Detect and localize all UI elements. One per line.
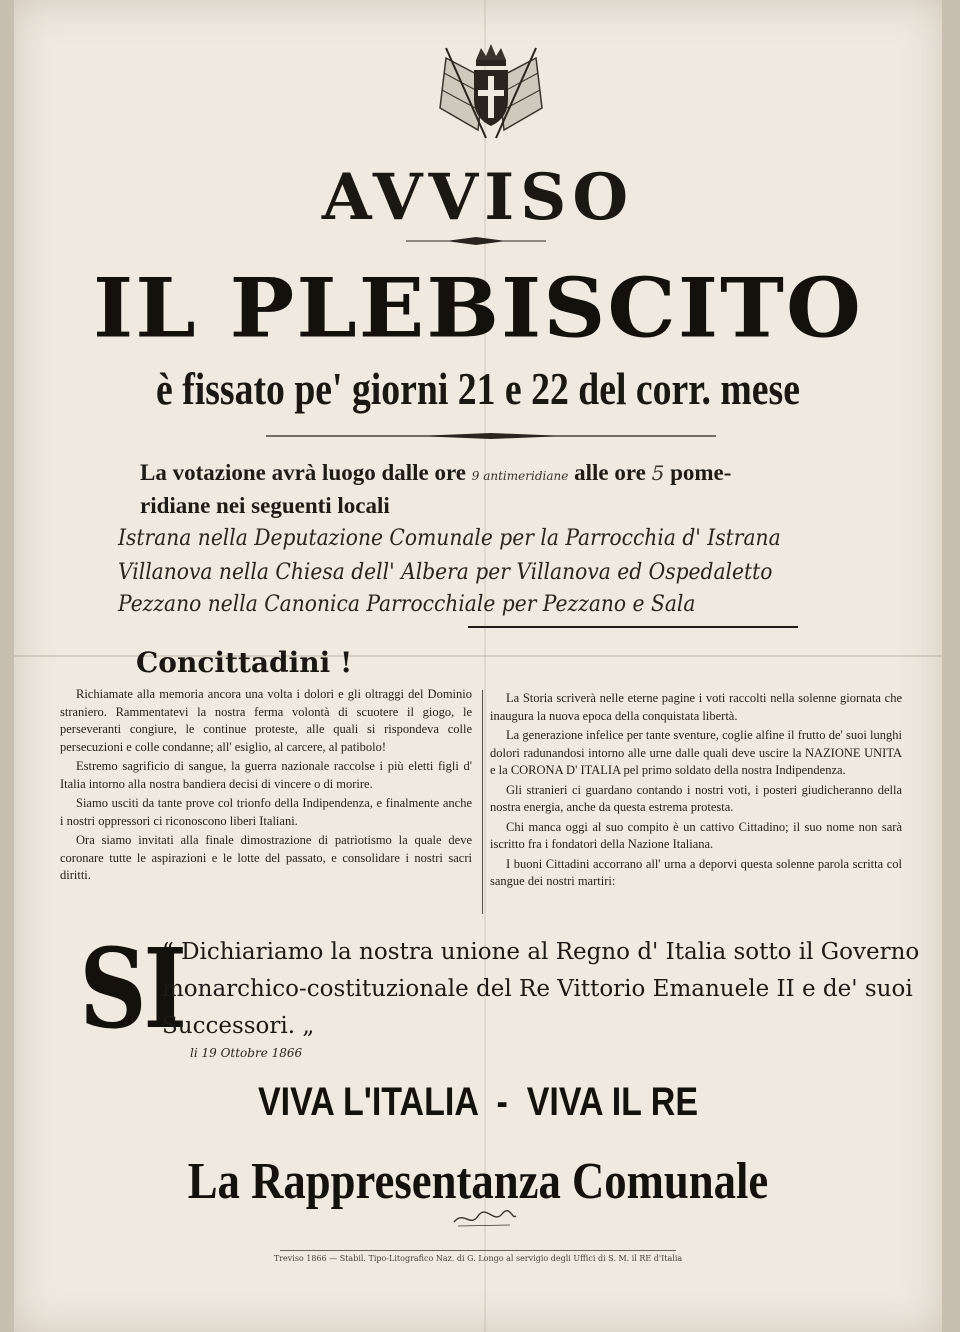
poster [14,0,942,1332]
paragraph: La generazione infelice per tante sventure, coglie alfine il frutto de' suoi lunghi dolori radunandosi intorno alle urne dalle quali deve uscire la NAZIONE UNITA e la CORONA D' ITALIA pel primo soldato della nostra Indipendenza. [490,728,902,777]
ornament-divider [266,432,716,440]
voting-text-line2: ridiane nei seguenti locali [140,493,390,518]
ballot-quote: “ Dichiariamo la nostra unione al Regno d' Italia sotto il Governo monarchico-costituzionale del Re Vittorio Emanuele II e de' suoi Successori. „ [162,939,920,1039]
appeal-column-right [490,690,902,893]
printer-footer: Treviso 1866 — Stabil. Tipo-Litografico Naz. di G. Longo al servigio degli Uffici di S. M. il RE d'Italia [273,1254,683,1263]
paragraph: Richiamate alla memoria ancora una volta i dolori e gli oltraggi del Dominio straniero. Rammentatevi la nostra ferma volontà di scuotere il giogo, le perseveranti congiure, le continue proteste, alle quali si rispondeva colle persecuzioni e colle condanne; all' esiglio, al carcere, al patibolo! [60,687,472,754]
paragraph: Gli stranieri ci guardano contando i nostri voti, i posteri giudicheranno della nostra energia, anche da questa estrema protesta. [490,782,902,814]
location-line: Villanova nella Chiesa dell' Albera per Villanova ed Ospedaletto [118,560,773,585]
column-divider [482,690,483,914]
rule [468,626,798,628]
voting-text-a: La votazione avrà luogo dalle ore [140,460,467,485]
handwritten-end-hour: 5 [651,461,665,485]
paragraph: I buoni Cittadini accorrano all' urna a deporvi questa solenne parola scritta col sangue dei nostri martiri: [490,856,902,888]
date-subtitle: è fissato pe' giorni 21 e 22 del corr. mese [156,363,800,414]
handwritten-start-hour: 9 antimeridiane [471,469,569,483]
location-line: Istrana nella Deputazione Comunale per la Parrocchia d' Istrana [118,526,781,551]
paragraph: Siamo usciti da tante prove col trionfo della Indipendenza, e finalmente anche i nostri oppressori ci riconoscono liberi Italiani. [60,796,472,828]
viva-slogan: VIVA L'ITALIA - VIVA IL RE [257,1080,699,1124]
paragraph: La Storia scriverà nelle eterne pagine i voti raccolti nella solenne giornata che inaugura la nuova epoca della conquistata libertà. [490,691,902,723]
ballot-si: SI [79,924,184,1053]
signatory: La Rappresentanza Comunale [187,1153,769,1210]
voting-hours [140,458,900,521]
voting-text-c: pome- [670,460,732,485]
paragraph: Ora siamo invitati alla finale dimostrazione di patriotismo la quale deve coronare tutte le aspirazioni e le lotte del passato, e consolidare i nostri sacri diritti. [60,833,472,882]
title-plebiscito: IL PLEBISCITO [93,260,863,357]
issue-date: li 19 Ottobre 1866 [190,1046,303,1060]
voting-text-b: alle ore [574,460,646,485]
paragraph: Chi manca oggi al suo compito è un cattivo Cittadino; il suo nome non sarà iscritto fra i fondatori della Nazione Italiana. [490,819,902,851]
appeal-column-left [60,686,472,887]
paragraph: Estremo sagrificio di sangue, la guerra nazionale raccolse i più eletti figli d' Italia intorno alla nostra bandiera decisi di vincere o di morire. [60,759,472,791]
handwritten-signature-icon [450,1206,520,1230]
appeal-heading: Concittadini ! [136,646,353,679]
ornament-divider [406,236,546,246]
savoy-crest-icon [426,38,556,148]
location-line: Pezzano nella Canonica Parrocchiale per Pezzano e Sala [118,592,696,617]
heading-avviso: AVVISO [321,160,635,235]
footer-rule [280,1250,676,1251]
